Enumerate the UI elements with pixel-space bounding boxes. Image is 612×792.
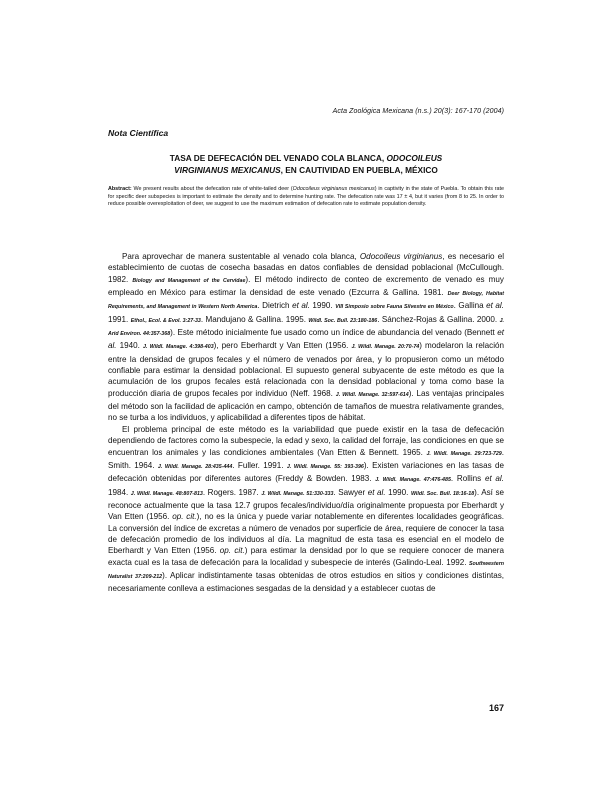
p2-segment: et al.	[484, 474, 504, 484]
p2-segment: op. cit.	[219, 546, 245, 556]
p1-segment: . Gallina	[453, 301, 487, 311]
p2-segment: . Fuller. 1991.	[232, 460, 287, 470]
p1-segment: ). Las ventajas principales del método son la facilidad de aplicación en campo, obtención de tamaños de muestra relativamente grandes, no se turba a los individuos, y aplicabilidad a diferentes tipos de hábitat.	[108, 388, 505, 423]
p1-segment: ). Este método inicialmente fue usado como un índice de abundancia del venado (Bennett	[170, 328, 498, 338]
p2-segment: 1990.	[385, 487, 411, 497]
paper-title	[108, 152, 504, 176]
p2-segment: El problema principal de este método es la variabilidad que puede existir en la tasa de defecación dependiendo de factores como la subespecie, la edad y sexo, la calidad del forraje, las condiciones en que se encuentran los animales y las condiciones ambientales (Van Etten & Bennett. 1965.	[108, 424, 504, 457]
p2-segment: . Rollins	[450, 474, 485, 484]
abstract-text-b: ) in captivity in the state of Puebla. To obtain this rate for specific deer subspecies is important to estimate the density and to determine hunting rate. The defecation rate was 17 ± 4, but it varies (from 8 to 25. In order to reduce possible overexploitation of deer, we suggest to use the maximum estimation of defecation rate to estimate population density.	[108, 186, 504, 208]
section-label: Nota Científica	[108, 128, 169, 138]
p1-segment: 1991.	[108, 314, 131, 324]
p1-segment: J. Wildl. Manage. 20:70-74	[351, 344, 420, 351]
body-text	[108, 251, 504, 595]
p1-segment: Para aprovechar de manera sustentable al venado cola blanca,	[122, 252, 360, 261]
p2-segment: ). Existen variaciones en las tasas de defecación obtenidas por diferentes autores (Freddy & Bowden. 1983.	[108, 460, 504, 484]
p1-segment: . Dietrich	[257, 301, 293, 311]
title-line1-italic: ODOCOILEUS	[386, 153, 443, 163]
p1-segment: ) modelaron la relación entre la densidad de grupos fecales y el número de venados por área, y lo propusieron como un método confiable para estimar la densidad poblacional. El supuesto general subyacente de este método es que la acumulación de los grupos fecales está relacionada con la densidad poblacional y toma como base la producción diaria de grupos fecales por individuo (Neff. 1968.	[108, 341, 505, 398]
p2-segment: ), no es la única y puede variar notablemente en diferentes localidades geográficas. La conversión del índice de excretas a número de venados por superficie de área, requiere de conocer la tasa de defecación promedio de los individuos al día. La magnitud de esta tasa es esencial en el modelo de Eberhardt y Van Etten (1956.	[108, 512, 504, 556]
p2-segment: . Smith. 1964.	[108, 447, 504, 470]
abstract-species: Odocoileus virginianus mexicanus	[292, 186, 375, 192]
p2-segment: . Rogers. 1987.	[202, 487, 262, 497]
p2-segment: J. Wildl. Manage. 28:435-444	[157, 463, 233, 470]
p2-segment: ). Así se reconoce actualmente que la tasa 12.7 grupos fecales/individuo/día originalmente propuesta por Eberhardt y Van Etten (1956.	[108, 487, 504, 522]
p1-segment: Biology and Management of the Cervidae	[132, 277, 246, 284]
p1-segment: ). El método indirecto de conteo de excremento de venado es muy empleado en México para estimar la densidad de este venado (Ezcurra & Gallina. 1981.	[108, 274, 504, 298]
page-number: 167	[488, 703, 504, 713]
p1-segment: 1940.	[116, 341, 143, 351]
p2-segment: et al.	[367, 487, 386, 497]
p1-segment: . Mandujano & Gallina. 1995.	[200, 314, 309, 324]
p2-segment: Wildl. Soc. Bull. 18:16-18	[410, 490, 475, 497]
p1-segment: et al.	[292, 301, 310, 311]
p1-segment: et al.	[486, 301, 504, 311]
p1-segment: J. Arid Environ. 44:357-368	[108, 317, 505, 338]
abstract-text-a: We present results about the defecation rate of white-tailed deer (	[131, 186, 293, 192]
title-line2-plain: , EN CAUTIVIDAD EN PUEBLA, MÉXICO	[280, 165, 438, 175]
paragraph-1	[108, 251, 504, 424]
title-line1-plain: TASA DE DEFECACIÓN DEL VENADO COLA BLANCA,	[169, 153, 387, 163]
p2-segment: J. Wildl. Manage. 48:807-813	[130, 490, 203, 497]
p2-segment: J. Wildl. Manage. 55: 393-396	[286, 463, 364, 470]
p1-segment: J. Wildl. Manage. 32:597-614	[335, 391, 409, 398]
p2-segment: ). Aplicar indistintamente tasas obtenidas de otros estudios en sitios y condiciones distintas, necesariamente conlleva a estimaciones sesgadas de la densidad y a establecer cuotas de	[108, 570, 504, 594]
p1-segment: 1990.	[309, 301, 336, 311]
p2-segment: Southwestern Naturalist 37:209-212	[108, 560, 504, 580]
abstract-label: Abstract:	[108, 186, 132, 192]
p1-segment: Wildl. Soc. Bull. 23:180-186	[308, 317, 378, 324]
title-line2-italic: VIRGINIANUS MEXICANUS	[174, 165, 281, 175]
p2-segment: J. Wildl. Manage. 47:476-485	[375, 477, 451, 484]
p1-segment: Ethol., Ecol. & Evol. 3:27-33	[130, 317, 201, 324]
p1-segment: VIII Simposio sobre Fauna Silvestre en México	[335, 304, 454, 311]
p2-segment: J. Wildl. Manage. 29:723-729	[426, 450, 502, 457]
p1-segment: ), pero Eberhardt y Van Etten (1956.	[213, 341, 352, 351]
journal-reference: Acta Zoológica Mexicana (n.s.) 20(3): 167-170 (2004)	[332, 108, 504, 115]
p2-segment: 1984.	[108, 487, 131, 497]
abstract	[108, 186, 504, 209]
p1-segment: et al.	[108, 328, 504, 351]
p1-segment: Deer Biology, Habitat Requirements, and Management in Western North America	[108, 291, 504, 311]
p1-segment: , es necesario el establecimiento de cuotas de cosecha basadas en datos confiables de densidad poblacional (McCullough. 1982.	[108, 252, 505, 284]
p2-segment: op. cit.	[172, 512, 197, 522]
p1-segment: J. Wildl. Manage. 4:398-403	[142, 344, 214, 351]
p2-segment: J. Wildl. Manage. 51:330-333	[261, 490, 334, 497]
paragraph-2	[108, 424, 504, 595]
p2-segment: . Sawyer	[333, 487, 368, 497]
p1-segment: . Sánchez-Rojas & Gallina. 2000.	[377, 314, 500, 324]
p2-segment: ) para estimar la densidad por lo que se requiere conocer de manera exacta cual es la tasa de defecación para la localidad y subespecie de interés (Galindo-Leal. 1992.	[108, 546, 504, 567]
p1-segment: Odocoileus virginianus	[359, 252, 443, 261]
